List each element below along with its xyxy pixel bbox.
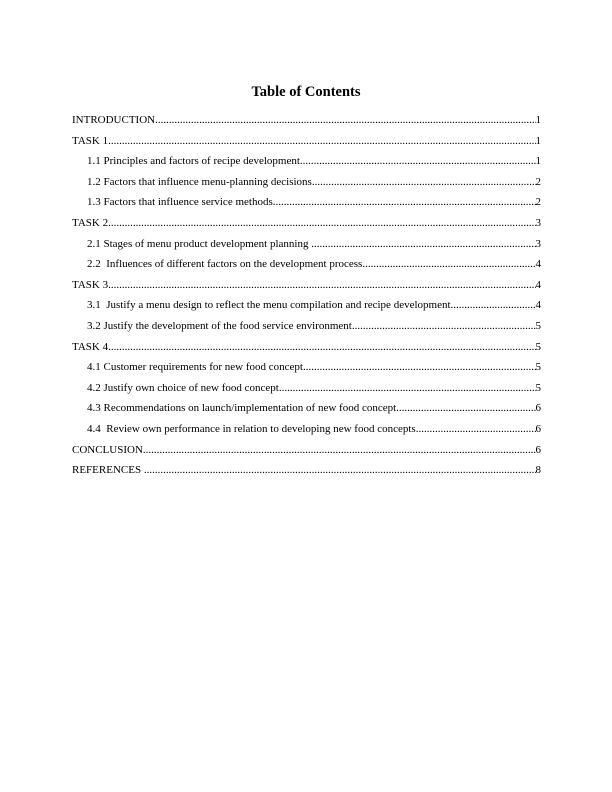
toc-entry-text: 4.2 Justify own choice of new food concept: [87, 381, 279, 394]
dot-leader: [108, 133, 535, 149]
toc-entry-references[interactable]: [72, 462, 541, 483]
toc-entry-text: TASK 1: [72, 134, 109, 147]
toc-entry-task-3[interactable]: [72, 277, 541, 298]
toc-page-number: 2: [535, 175, 541, 188]
toc-entry-text: 1.1 Principles and factors of recipe development: [87, 155, 300, 168]
toc-entry-text: REFERENCES: [72, 464, 144, 477]
dot-leader: [352, 318, 536, 334]
toc-entry-task-1[interactable]: [72, 133, 541, 154]
dot-leader: [311, 236, 535, 252]
toc-entry-4-1[interactable]: [72, 359, 541, 380]
toc-page-number: 6: [535, 402, 541, 415]
toc-entry-text: 3.1 Justify a menu design to reflect the menu compilation and recipe development: [87, 299, 451, 312]
dot-leader: [416, 421, 536, 437]
toc-entry-text: TASK 3: [72, 278, 109, 291]
dot-leader: [155, 112, 535, 128]
toc-entry-4-4[interactable]: [72, 421, 541, 442]
dot-leader: [396, 400, 535, 416]
toc-entry-text: TASK 2: [72, 216, 109, 229]
dot-leader: [303, 359, 536, 375]
toc-entry-conclusion[interactable]: [72, 442, 541, 463]
toc-page-number: 2: [535, 196, 541, 209]
toc-page-number: 5: [535, 319, 541, 332]
toc-page-number: 5: [535, 340, 541, 353]
toc-entry-text: TASK 4: [72, 340, 109, 353]
dot-leader: [108, 277, 535, 293]
toc-entry-3-1[interactable]: [72, 297, 541, 318]
dot-leader: [312, 174, 536, 190]
toc-entry-introduction[interactable]: [72, 112, 541, 133]
toc-entry-text: INTRODUCTION: [72, 114, 156, 126]
toc-entry-2-2[interactable]: [72, 256, 541, 277]
toc-entry-task-4[interactable]: [72, 339, 541, 360]
toc-page-number: 3: [535, 216, 541, 229]
toc-page-number: 3: [535, 237, 541, 250]
dot-leader: [451, 297, 536, 313]
toc-page-number: 4: [535, 278, 541, 291]
toc-page-number: 5: [535, 361, 541, 374]
toc-entry-1-3[interactable]: [72, 194, 541, 215]
toc-page-number: 6: [535, 422, 541, 435]
toc-page-number: 6: [535, 443, 541, 456]
toc-page-number: 4: [535, 299, 541, 312]
toc-entry-2-1[interactable]: [72, 236, 541, 257]
dot-leader: [143, 442, 536, 458]
toc-entry-1-2[interactable]: [72, 174, 541, 195]
toc-title: Table of Contents: [251, 84, 361, 100]
toc-list: [72, 112, 541, 483]
dot-leader: [300, 153, 536, 169]
toc-entry-1-1[interactable]: [72, 153, 541, 174]
toc-entry-text: 3.2 Justify the development of the food service environment: [87, 319, 352, 332]
toc-entry-text: 4.4 Review own performance in relation to developing new food concepts: [87, 422, 416, 435]
toc-entry-task-2[interactable]: [72, 215, 541, 236]
toc-entry-3-2[interactable]: [72, 318, 541, 339]
dot-leader: [108, 339, 535, 355]
toc-entry-text: 2.1 Stages of menu product development planning: [87, 237, 312, 250]
dot-leader: [144, 462, 536, 478]
toc-entry-4-2[interactable]: [72, 380, 541, 401]
toc-page-number: 4: [535, 258, 541, 271]
toc-entry-text: 2.2 Influences of different factors on the development process: [87, 258, 363, 271]
toc-page-number: 5: [535, 381, 541, 394]
toc-entry-text: 4.3 Recommendations on launch/implementation of new food concept: [87, 402, 397, 415]
toc-entry-text: CONCLUSION: [72, 443, 143, 456]
dot-leader: [362, 256, 535, 272]
toc-entry-text: 1.2 Factors that influence menu-planning decisions: [87, 175, 312, 188]
toc-entry-text: 4.1 Customer requirements for new food concept: [87, 361, 303, 374]
toc-page-number: 1: [535, 155, 541, 168]
dot-leader: [273, 194, 536, 210]
toc-entry-4-3[interactable]: [72, 400, 541, 421]
toc-page-number: 1: [535, 134, 541, 147]
toc-page-number: 1: [535, 114, 541, 126]
dot-leader: [108, 215, 535, 231]
dot-leader: [279, 380, 536, 396]
toc-entry-text: 1.3 Factors that influence service methods: [87, 196, 273, 209]
toc-page-number: 8: [535, 464, 541, 477]
